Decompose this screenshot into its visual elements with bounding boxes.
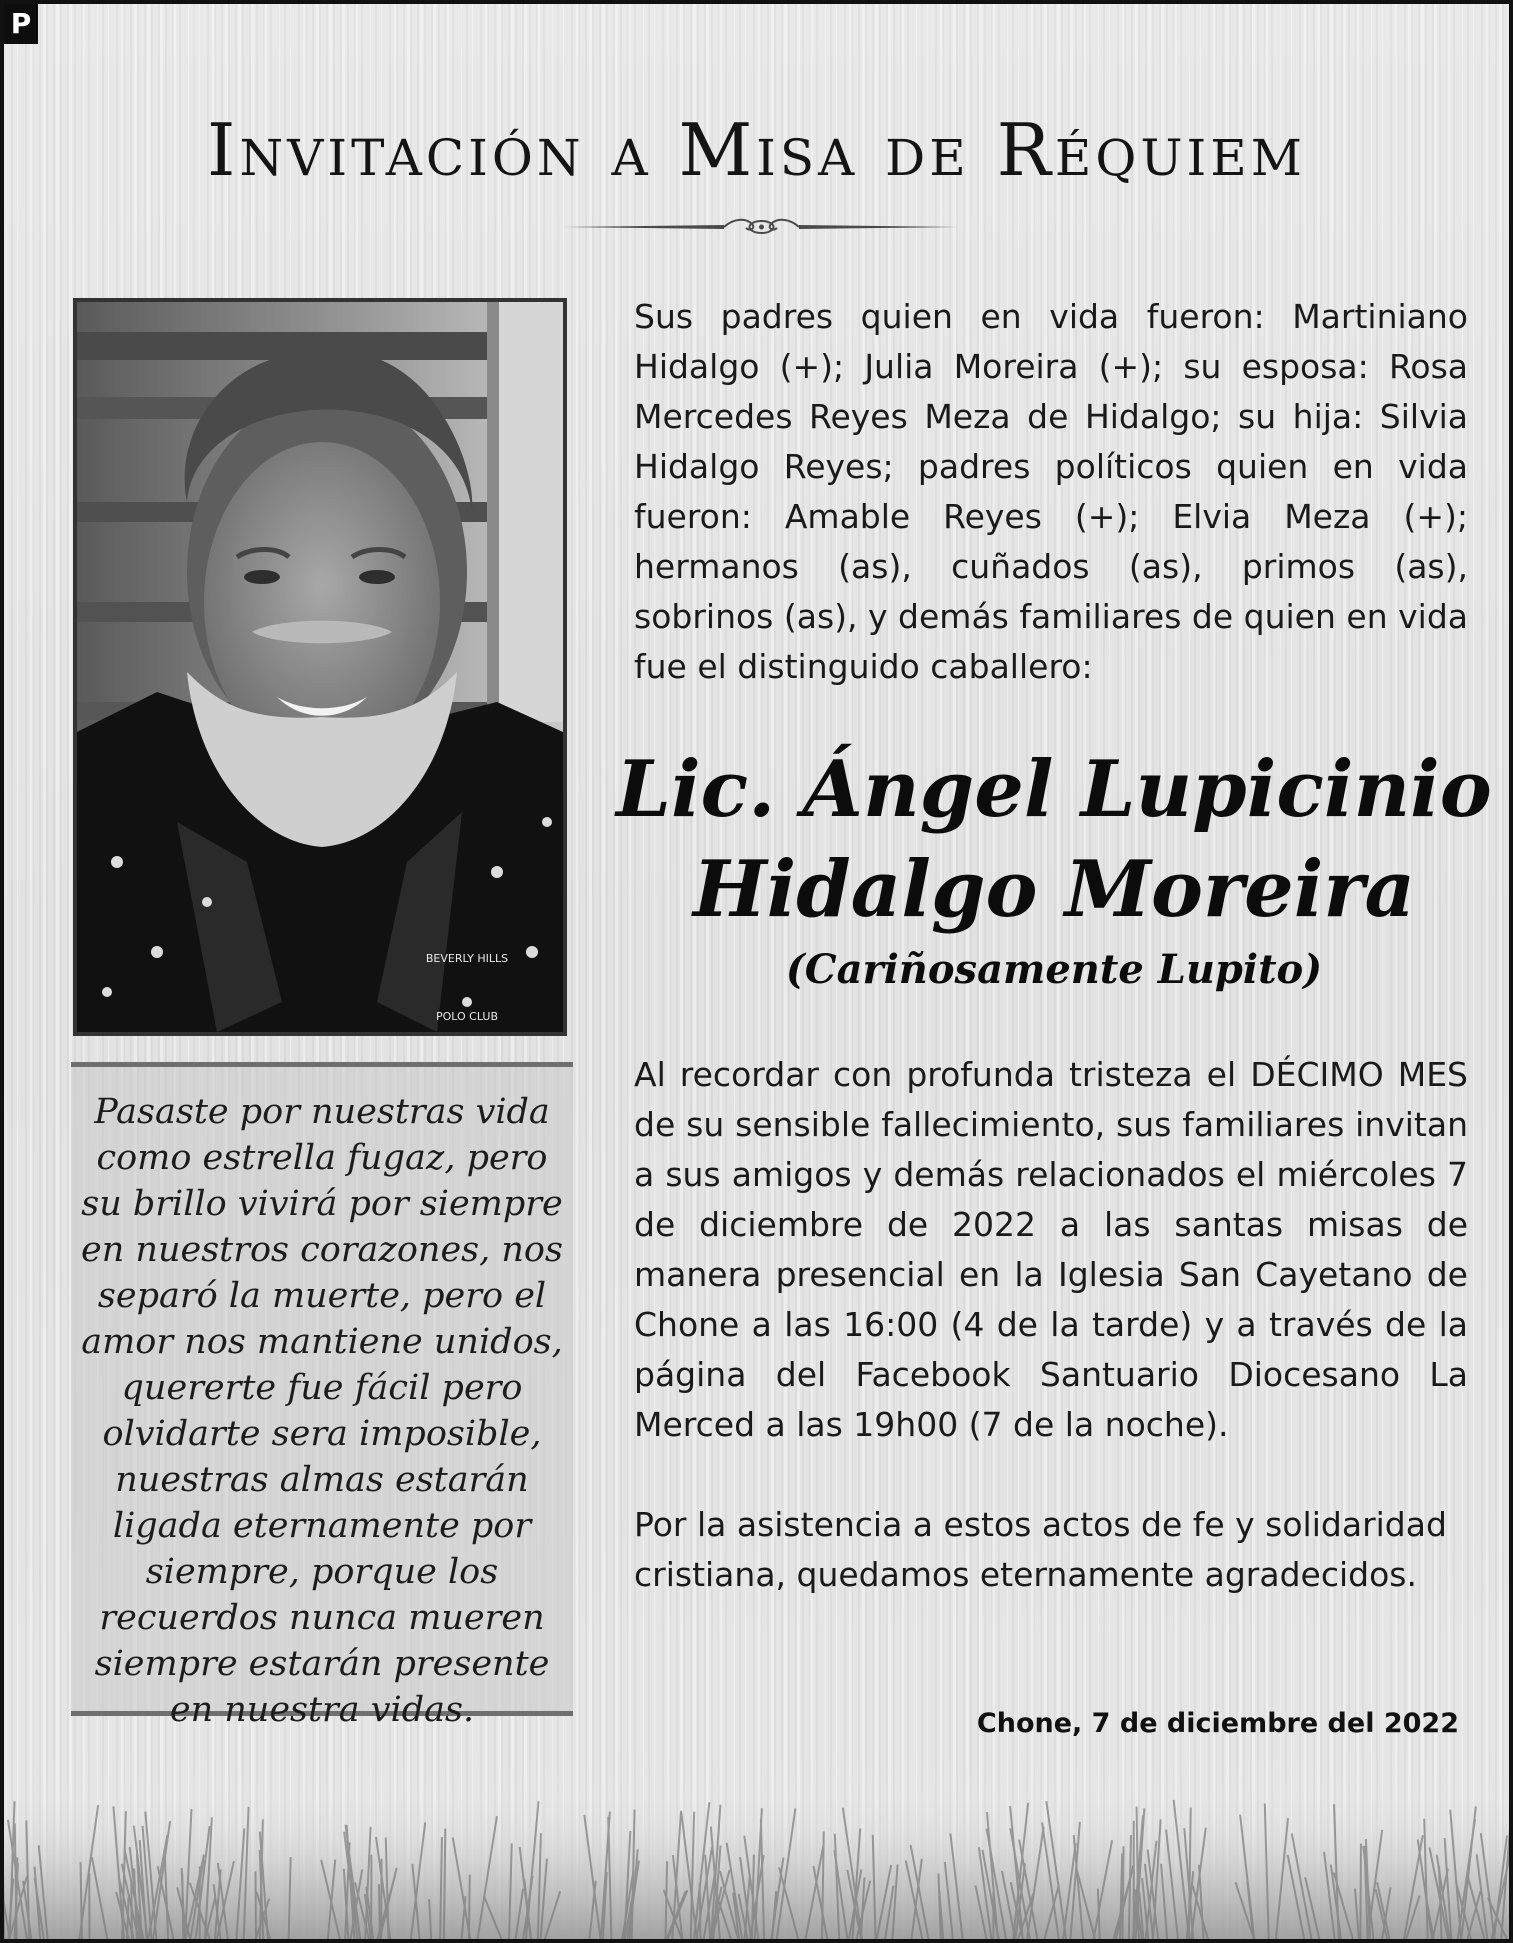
grass-blade	[379, 1884, 380, 1939]
shirt-logo-line1: BEVERLY HILLS	[425, 952, 509, 965]
shirt-logo-line2: POLO CLUB	[435, 1010, 499, 1023]
portrait-illustration	[77, 302, 563, 1032]
deceased-name-line1: Lic. Ángel Lupicinio	[616, 744, 1492, 835]
grass-blade	[1122, 1846, 1123, 1939]
memorial-quote	[71, 1062, 573, 1730]
publication-mark: P	[4, 4, 38, 44]
portrait-photo	[73, 298, 567, 1036]
page-title: Invitación a Misa de Réquiem	[207, 108, 1306, 192]
place-and-date: Chone, 7 de diciembre del 2022	[976, 1708, 1459, 1739]
family-intro-text: Sus padres quien en vida fueron: Martiniano Hidalgo (+); Julia Moreira (+); su esposa: Rosa Mercedes Reyes Meza de Hidalgo; su hija: Silvia Hidalgo Reyes; padres políticos quien en vida fueron: Amable Reyes (+); Elvia Meza (+); hermanos (as), cuñados (as), primos (as), sobrinos (as), y demás familiares de quien en vida fue el distinguido caballero:	[634, 297, 1468, 686]
grass-decoration	[4, 1789, 1509, 1939]
grass-blade	[81, 1862, 82, 1939]
grass-blade	[1360, 1844, 1361, 1939]
deceased-name-line2: Hidalgo Moreira	[692, 844, 1416, 935]
deceased-name	[604, 740, 1504, 940]
quote-text: Pasaste por nuestras vida como estrella fugaz, pero su brillo vivirá por siempre en nuestros corazones, nos separó la muerte, pero el amor nos mantiene unidos, quererte fue fácil pero olvidarte sera imposible, nuestras almas estarán ligada eternamente por siempre, porque los recuerdos nunca mueren siempre estarán presente en nuestra vidas.	[81, 1092, 563, 1730]
title-ornament	[564, 216, 959, 238]
mass-announcement: Al recordar con profunda tristeza el DÉCIMO MES de su sensible fallecimiento, sus familiares invitan a sus amigos y demás relacionados el miércoles 7 de diciembre de 2022 a las santas misas de manera presencial en la Iglesia San Cayetano de Chone a las 16:00 (4 de la tarde) y a través de la página del Facebook Santuario Diocesano La Merced a las 19h00 (7 de la noche).	[634, 1055, 1468, 1444]
deceased-nickname: (Cariñosamente Lupito)	[785, 946, 1323, 993]
thanks-text: Por la asistencia a estos actos de fe y solidaridad cristiana, quedamos eternamente agradecidos.	[634, 1505, 1447, 1594]
